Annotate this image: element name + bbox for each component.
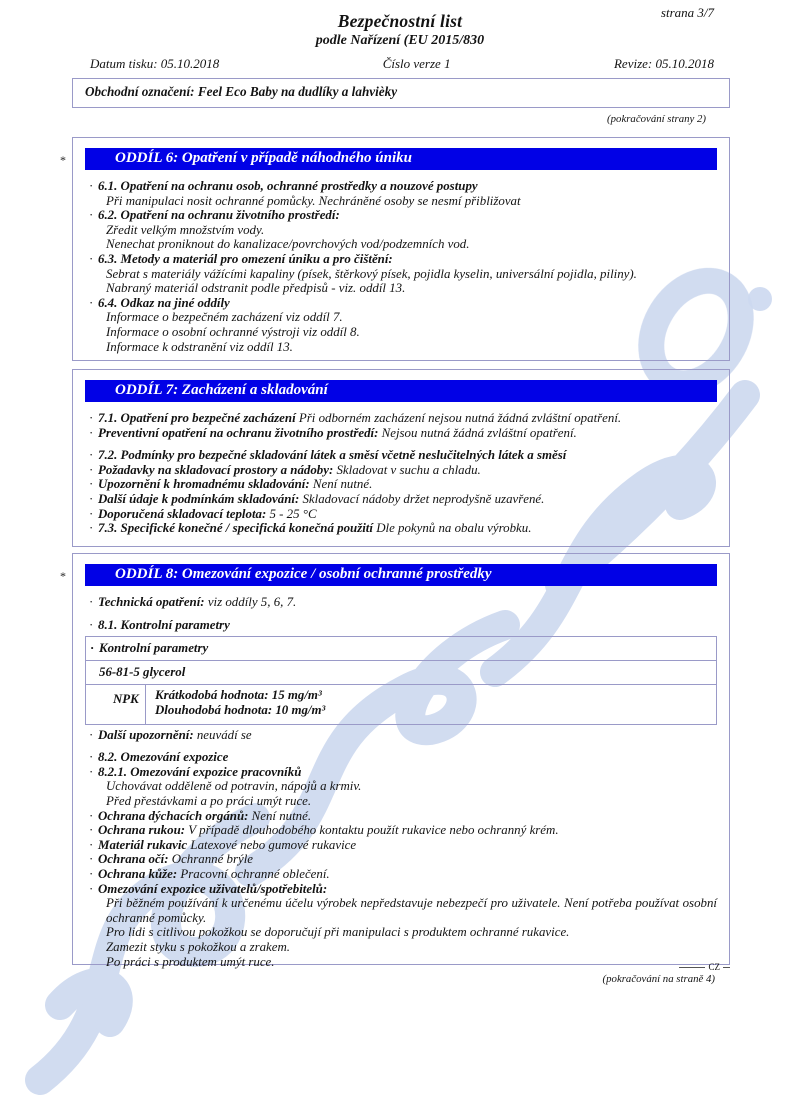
bullet-mark: · [89,727,94,742]
body-line: · Ochrana rukou: V případě dlouhodobého kontaktu použít rukavice nebo ochranný krém. [89,823,559,838]
body-line: Po práci s produktem umýt ruce. [106,954,275,969]
bullet-mark: · [89,823,94,838]
table-header-row: · Kontrolní parametry [86,637,716,661]
change-marker: * [60,569,66,583]
body-line-bold: Technická opatření: [98,595,205,609]
bullet-mark: · [89,411,94,425]
bullet-mark: · [89,506,94,521]
page-number: strana 3/7 [660,5,714,20]
meta-row [90,56,714,72]
body-line: · Další upozornění: neuvádí se [89,727,252,742]
body-line [85,882,717,897]
bullet-mark: · [89,881,94,896]
bullet-mark: · [89,462,94,477]
body-line-bold: Další upozornění: [98,727,194,742]
section-6-box [60,137,730,361]
body-line: Informace o osobní ochranné výstroji viz oddíl 8. [106,324,360,339]
document-title: Bezpečnostní list [337,11,463,31]
body-line [85,750,717,765]
bullet-mark: · [89,477,94,492]
limit-values [146,685,325,723]
limit-value-line: Dlouhodobá hodnota: 10 mg/m³ [155,703,326,718]
document-subtitle: podle Nařízení (EU 2015/830 [315,33,485,48]
body-line-bold: 7.1. Opatření pro bezpečné zacházení [98,411,296,425]
body-line-bold: Doporučená skladovací teplota: [98,506,267,521]
body-line: Uchovávat odděleně od potravin, nápojů a krmiv. [106,779,362,794]
body-line [85,618,717,633]
bullet-mark: · [89,448,94,463]
body-line: · Ochrana kůže: Pracovní ochranné oblečení. [89,866,330,881]
body-line-bold: 6.3. Metody a materiál pro omezení úniku a pro čištění: [98,251,393,266]
bullet-mark: · [89,295,94,310]
body-line: · 7.3. Specifické konečné / specifická konečná použití Dle pokynů na obalu výrobku. [89,521,532,536]
version-number: Číslo verze 1 [382,56,451,71]
body-line-bold: Ochrana očí: [98,852,169,867]
continuation-from-note: (pokračování strany 2) [607,113,706,125]
footer-country-code: CZ [708,962,720,972]
bullet-mark: · [89,521,94,536]
bullet-mark: · [89,866,94,881]
body-line: Pro lidi s citlivou pokožkou se doporučují při manipulaci s produktem ochranné rukavice. [106,925,570,940]
section-8-content [85,595,717,985]
body-line [85,296,717,311]
body-line: · Ochrana očí: Ochranné brýle [89,852,254,867]
body-line-bold: Ochrana dýchacích orgánů: [98,808,249,823]
body-line-bold: 6.2. Opatření na ochranu životního prostředí: [98,208,340,223]
change-marker: * [60,153,66,167]
table-substance-row: 56-81-5 glycerol [86,661,716,685]
body-line-bold: Preventivní opatření na ochranu životního prostředí: [98,425,379,440]
section-7-content [85,411,717,536]
footer-rule-short [723,967,730,968]
body-line-bold: Ochrana kůže: [98,866,178,881]
section-7-box [72,369,730,547]
body-line-bold: Ochrana rukou: [98,823,186,838]
bullet-mark: · [89,179,94,193]
body-line: Zamezit styku s pokožkou a zrakem. [106,939,291,954]
watermark-dot [748,287,772,311]
bullet-mark: · [89,595,94,609]
body-line: Zředit velkým množstvím vody. [106,222,265,237]
bullet-mark: · [89,750,94,765]
body-line-bold: Omezování expozice uživatelů/spotřebitelů: [98,881,328,896]
body-line: · Upozornění k hromadnému skladování: Není nutné. [89,477,373,492]
body-line-bold: Materiál rukavic [98,837,188,852]
revision-date: Revize: 05.10.2018 [613,56,714,71]
bullet-mark: · [90,641,95,656]
trade-name: Obchodní označení: Feel Eco Baby na dudlíky a lahvièky [85,84,398,99]
body-line: Při manipulaci nosit ochranné pomůcky. Nechráněné osoby se nesmí přibližovat [106,193,521,208]
body-line-bold: Další údaje k podmínkám skladování: [98,491,300,506]
body-line: Informace k odstranění viz oddíl 13. [106,339,293,354]
body-line: Sebrat s materiály vážícími kapaliny (písek, štěrkový písek, pojidla kyselin, universální pojidla, piliny). [106,266,637,281]
body-line-bold: 8.2. Omezování expozice [98,750,229,765]
bullet-mark: · [89,425,94,440]
body-line: Před přestávkami a po práci umýt ruce. [106,793,312,808]
body-line-bold: 6.1. Opatření na ochranu osob, ochranné prostředky a nouzové postupy [98,179,478,193]
body-line: · Preventivní opatření na ochranu životního prostředí: Nejsou nutná žádná zvláštní opatření. [89,425,577,440]
body-line-bold: 8.2.1. Omezování expozice pracovníků [98,764,302,779]
body-line: · Materiál rukavic Latexové nebo gumové rukavice [89,837,357,852]
body-line [85,208,717,223]
control-parameters-table [85,636,717,724]
body-line: · 7.1. Opatření pro bezpečné zacházení Při odborném zacházení nejsou nutná žádná zvláštní opatření. [89,411,622,425]
limit-value-line: Krátkodobá hodnota: 15 mg/m³ [155,688,322,703]
bullet-mark: · [89,808,94,823]
bullet-mark: · [89,837,94,852]
bullet-mark: · [89,251,94,266]
body-line: Nabraný materiál odstranit podle předpisů - viz. oddíl 13. [106,281,406,296]
body-line-bold: Upozornění k hromadnému skladování: [98,477,310,492]
bullet-mark: · [89,764,94,779]
body-line: · Doporučená skladovací teplota: 5 - 25 °C [89,506,317,521]
body-line-bold: 7.3. Specifické konečné / specifická konečná použití [98,521,373,536]
trade-name-box [72,78,730,108]
limit-type-label: NPK [99,685,146,723]
body-line-bold: Požadavky na skladovací prostory a nádoby: [98,462,334,477]
table-limit-row [86,685,716,723]
continuation-note: (pokračování na straně 4) [602,973,715,986]
body-line: Nenechat proniknout do kanalizace/povrchových vod/podzemních vod. [106,237,470,252]
bullet-mark: · [89,852,94,867]
body-line [85,179,717,194]
footer-rule [679,967,705,968]
body-line: Informace o bezpečném zacházení viz oddíl 7. [106,310,343,325]
body-line: Při běžném používání k určenému účelu výrobek nepředstavuje nebezpečí pro uživatele. Není potřeba používat osobní ochranné pomůcky. [106,896,717,925]
body-line-bold: 8.1. Kontrolní parametry [98,617,230,632]
body-line: · Ochrana dýchacích orgánů: Není nutné. [89,808,312,823]
body-line [85,252,717,267]
section-6-content [85,179,717,354]
body-line-bold: 6.4. Odkaz na jiné oddíly [98,295,230,310]
body-line: · Technická opatření: viz oddíly 5, 6, 7. [89,595,297,609]
body-line: · Požadavky na skladovací prostory a nádoby: Skladovat v suchu a chladu. [89,462,481,477]
section-6-header: ODDÍL 6: Opatření v případě náhodného úniku [85,148,717,170]
footer-country-row [679,962,730,972]
body-line-bold: 7.2. Podmínky pro bezpečné skladování látek a směsí včetně neslučitelných látek a směsí [98,448,567,463]
bullet-mark: · [89,617,94,632]
body-line [85,765,717,780]
section-8-header: ODDÍL 8: Omezování expozice / osobní ochranné prostředky [85,564,717,586]
print-date: Datum tisku: 05.10.2018 [90,56,220,71]
section-7-header: ODDÍL 7: Zacházení a skladování [85,380,717,402]
bullet-mark: · [89,491,94,506]
bullet-mark: · [89,208,94,223]
body-line: · Další údaje k podmínkám skladování: Skladovací nádoby držet neprodyšně uzavřené. [89,491,545,506]
body-line [85,448,717,463]
